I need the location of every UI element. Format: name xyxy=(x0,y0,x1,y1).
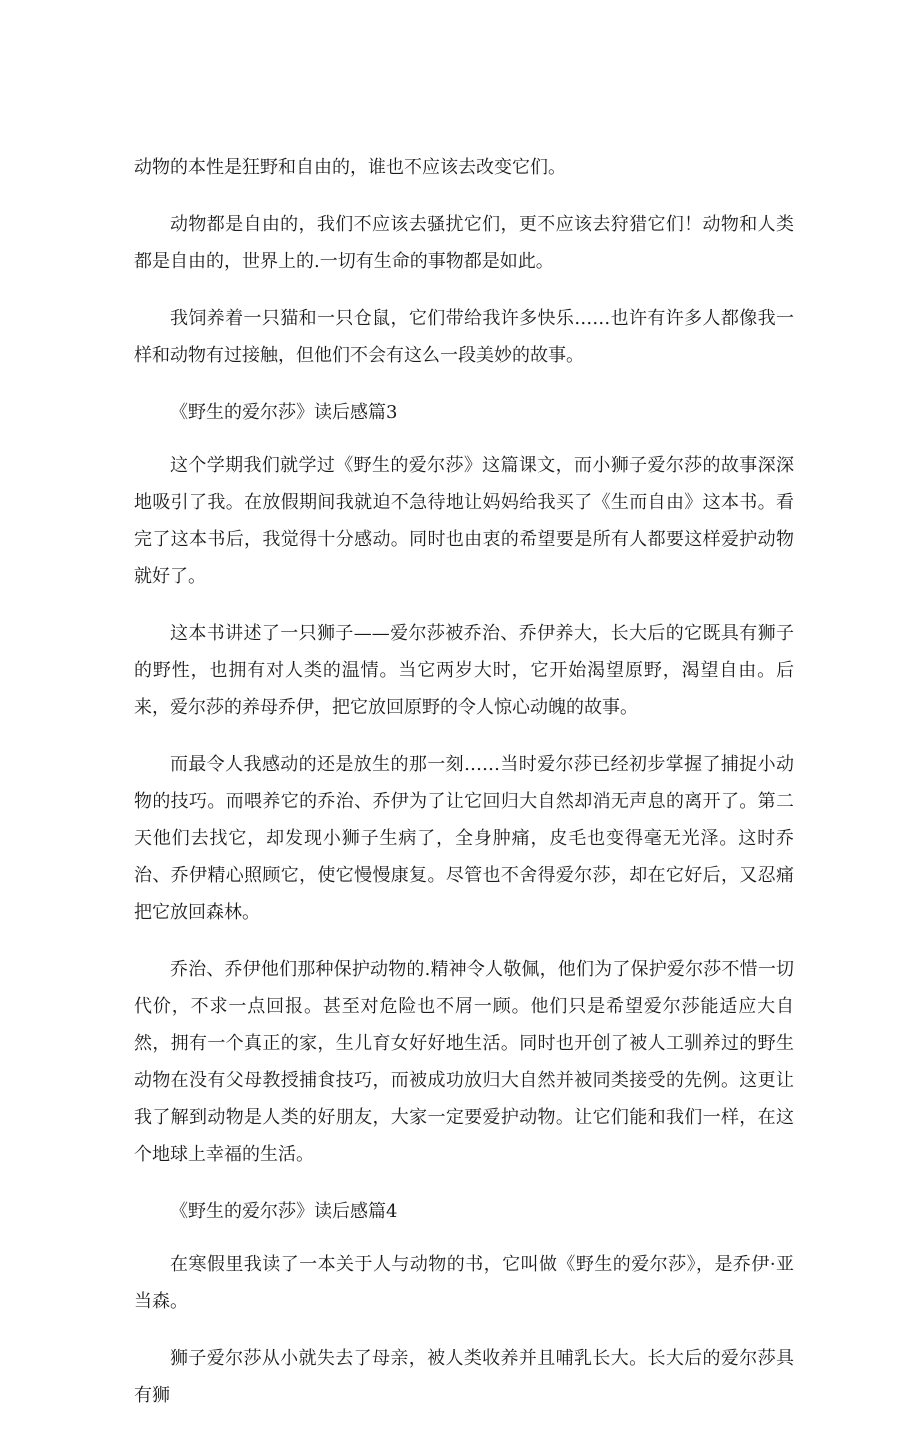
paragraph-1: 动物的本性是狂野和自由的，谁也不应该去改变它们。 xyxy=(134,157,566,178)
paragraph-5: 这本书讲述了一只狮子——爱尔莎被乔治、乔伊养大，长大后的它既具有狮子的野性，也拥有对人类的温情。当它两岁大时，它开始渴望原野，渴望自由。后来，爱尔莎的养母乔伊，把它放回原野的令人惊心动魄的故事。 xyxy=(134,623,794,718)
paragraph-4: 这个学期我们就学过《野生的爱尔莎》这篇课文，而小狮子爱尔莎的故事深深地吸引了我。在放假期间我就迫不急待地让妈妈给我买了《生而自由》这本书。看完了这本书后，我觉得十分感动。同时也由衷的希望要是所有人都要这样爱护动物就好了。 xyxy=(134,455,794,587)
paragraph-2: 动物都是自由的，我们不应该去骚扰它们，更不应该去狩猎它们！动物和人类都是自由的，世界上的.一切有生命的事物都是如此。 xyxy=(134,214,794,272)
section-heading-3: 《野生的爱尔莎》读后感篇3 xyxy=(170,402,398,423)
paragraph-6: 而最令人我感动的还是放生的那一刻……当时爱尔莎已经初步掌握了捕捉小动物的技巧。而喂养它的乔治、乔伊为了让它回归大自然却消无声息的离开了。第二天他们去找它，却发现小狮子生病了，全身肿痛，皮毛也变得毫无光泽。这时乔治、乔伊精心照顾它，使它慢慢康复。尽管也不舍得爱尔莎，却在它好后，又忍痛把它放回森林。 xyxy=(134,754,794,923)
paragraph-8: 在寒假里我读了一本关于人与动物的书，它叫做《野生的爱尔莎》，是乔伊·亚当森。 xyxy=(134,1254,794,1312)
section-heading-4: 《野生的爱尔莎》读后感篇4 xyxy=(170,1201,398,1222)
document-body xyxy=(134,149,794,1434)
paragraph-9: 狮子爱尔莎从小就失去了母亲，被人类收养并且哺乳长大。长大后的爱尔莎具有狮 xyxy=(134,1348,794,1406)
paragraph-3: 我饲养着一只猫和一只仓鼠，它们带给我许多快乐……也许有许多人都像我一样和动物有过接触，但他们不会有这么一段美妙的故事。 xyxy=(134,308,794,366)
paragraph-7: 乔治、乔伊他们那种保护动物的.精神令人敬佩，他们为了保护爱尔莎不惜一切代价，不求一点回报。甚至对危险也不屑一顾。他们只是希望爱尔莎能适应大自然，拥有一个真正的家，生儿育女好好地生活。同时也开创了被人工驯养过的野生动物在没有父母教授捕食技巧，而被成功放归大自然并被同类接受的先例。这更让我了解到动物是人类的好朋友，大家一定要爱护动物。让它们能和我们一样，在这个地球上幸福的生活。 xyxy=(134,959,794,1165)
